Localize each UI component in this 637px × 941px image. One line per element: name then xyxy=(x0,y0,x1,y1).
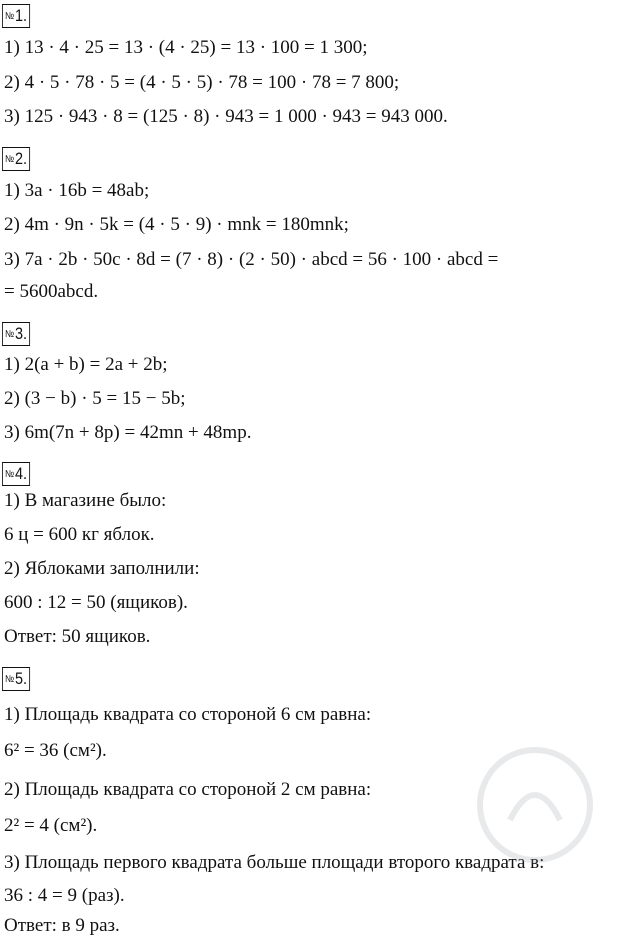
task-1-line-3: 3) 125 · 943 · 8 = (125 · 8) · 943 = 1 000 · 943 = 943 000. xyxy=(4,106,448,127)
task-1-number-badge: №1. xyxy=(2,4,30,28)
task-5-line-6: 36 : 4 = 9 (раз). xyxy=(4,885,125,906)
task-2-number-badge: №2. xyxy=(2,147,30,171)
task-3-line-1: 1) 2(a + b) = 2a + 2b; xyxy=(4,354,168,375)
task-4-number-badge: №4. xyxy=(2,462,30,486)
task-2-line-3: 3) 7a · 2b · 50c · 8d = (7 · 8) · (2 · 50) · abcd = 56 · 100 · abcd = xyxy=(4,249,499,270)
task-1-line-1: 1) 13 · 4 · 25 = 13 · (4 · 25) = 13 · 100 = 1 300; xyxy=(4,37,368,58)
task-4-answer: Ответ: 50 ящиков. xyxy=(4,626,151,647)
task-4-line-3: 2) Яблоками заполнили: xyxy=(4,558,200,579)
task-3-number-badge: №3. xyxy=(2,322,30,346)
task-1-line-2: 2) 4 · 5 · 78 · 5 = (4 · 5 · 5) · 78 = 100 · 78 = 7 800; xyxy=(4,72,400,93)
task-4-line-2: 6 ц = 600 кг яблок. xyxy=(4,524,155,545)
task-4-line-4: 600 : 12 = 50 (ящиков). xyxy=(4,592,188,613)
task-5-line-4: 2² = 4 (см²). xyxy=(4,815,98,836)
task-2-line-2: 2) 4m · 9n · 5k = (4 · 5 · 9) · mnk = 180mnk; xyxy=(4,214,349,235)
task-4-line-1: 1) В магазине было: xyxy=(4,490,167,511)
task-5-answer: Ответ: в 9 раз. xyxy=(4,915,120,936)
task-2-line-1: 1) 3a · 16b = 48ab; xyxy=(4,180,150,201)
task-2-line-4: = 5600abcd. xyxy=(4,281,99,302)
task-5-line-2: 6² = 36 (см²). xyxy=(4,740,107,761)
task-5-line-1: 1) Площадь квадрата со стороной 6 см равна: xyxy=(4,704,372,725)
task-3-line-2: 2) (3 − b) · 5 = 15 − 5b; xyxy=(4,388,186,409)
task-5-line-5: 3) Площадь первого квадрата больше площади второго квадрата в: xyxy=(4,852,545,873)
task-5-line-3: 2) Площадь квадрата со стороной 2 см равна: xyxy=(4,779,372,800)
task-3-line-3: 3) 6m(7n + 8p) = 42mn + 48mp. xyxy=(4,422,252,443)
task-5-number-badge: №5. xyxy=(2,667,30,691)
